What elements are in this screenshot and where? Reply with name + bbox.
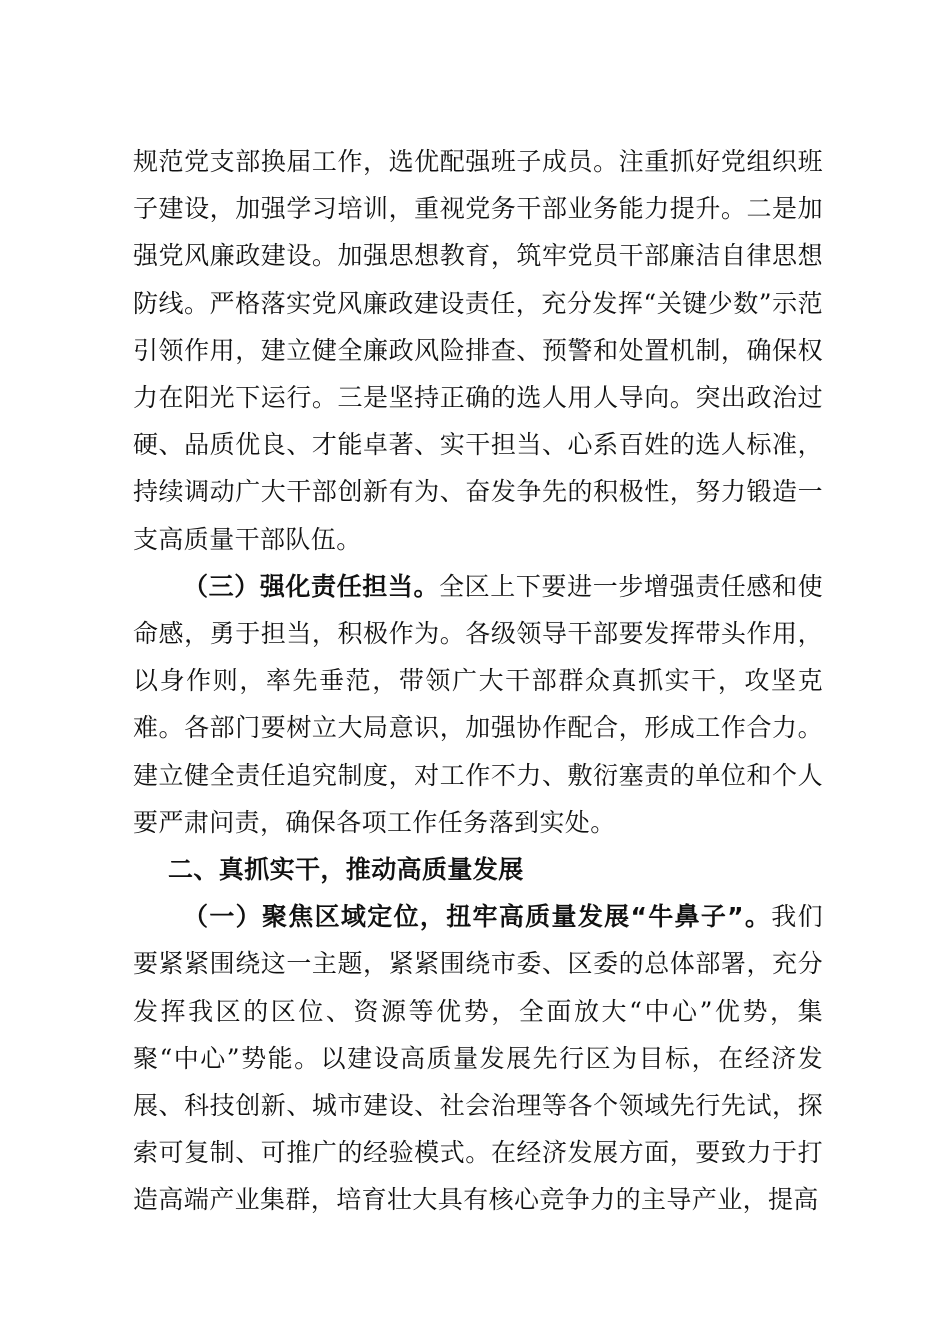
paragraph-party-building-continued: 规范党支部换届工作，选优配强班子成员。注重抓好党组织班子建设，加强学习培训，重视党务干部业务能力提升。二是加强党风廉政建设。加强思想教育，筑牢党员干部廉洁自律思想防线。严格落实党风廉政建设责任，充分发挥“关键少数”示范引领作用，建立健全廉政风险排查、预警和处置机制，确保权力在阳光下运行。三是坚持正确的选人用人导向。突出政治过硬、品质优良、才能卓著、实干担当、心系百姓的选人标准，持续调动广大干部创新有为、奋发争先的积极性，努力锻造一支高质量干部队伍。 — [133, 147, 823, 554]
paragraph-text-regional-positioning: 我们要紧紧围绕这一主题，紧紧围绕市委、区委的总体部署，充分发挥我区的区位、资源等优势，全面放大“中心”优势，集聚“中心”势能。以建设高质量发展先行区为目标，在经济发展、科技创新、城市建设、社会治理等各个领域先行先试，探索可复制、可推广的经验模式。在经济发展方面，要致力于打造高端产业集群，培育壮大具有核心竞争力的主导产业，提高 — [133, 902, 823, 1215]
paragraph-regional-positioning — [133, 893, 823, 1223]
section-heading-high-quality-development: 二、真抓实干，推动高质量发展 — [168, 855, 524, 885]
paragraph-responsibility — [133, 563, 823, 846]
paragraph-lead-responsibility: （三）强化责任担当。 — [183, 571, 440, 601]
paragraph-text-responsibility: 全区上下要进一步增强责任感和使命感，勇于担当，积极作为。各级领导干部要发挥带头作用，以身作则，率先垂范，带领广大干部群众真抓实干，攻坚克难。各部门要树立大局意识，加强协作配合，形成工作合力。建立健全责任追究制度，对工作不力、敷衍塞责的单位和个人要严肃问责，确保各项工作任务落到实处。 — [133, 571, 823, 837]
paragraph-lead-regional-positioning: （一）聚焦区域定位，扭牢高质量发展“牛鼻子”。 — [183, 902, 772, 932]
document-body — [133, 138, 823, 1224]
